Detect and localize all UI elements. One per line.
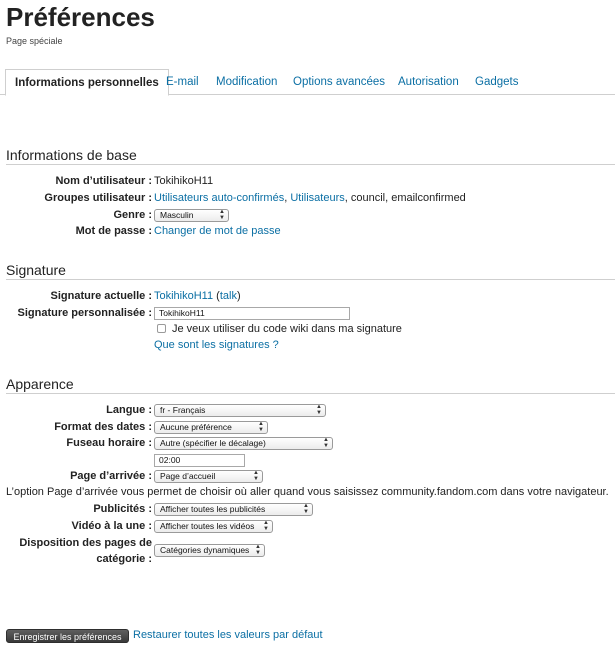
select-arrows-icon: ▲ ▼ (258, 421, 264, 433)
category-layout-select[interactable] (154, 544, 265, 557)
category-layout-select-value: Catégories dynamiques (160, 545, 250, 555)
category-layout-label-line1: Disposition des pages de (19, 537, 152, 549)
save-preferences-button[interactable]: Enregistrer les préférences (6, 629, 129, 643)
ads-select[interactable] (154, 503, 313, 516)
tab-personal-info[interactable]: Informations personnelles (5, 69, 169, 96)
select-arrows-icon: ▲ ▼ (263, 520, 269, 532)
groups-rest: , council, emailconfirmed (344, 192, 466, 204)
password-label: Mot de passe : (75, 225, 152, 237)
custom-signature-label: Signature personnalisée : (17, 307, 152, 319)
timezone-label: Fuseau horaire : (66, 437, 152, 449)
signature-user-link[interactable]: TokihikoH11 (154, 290, 214, 302)
group-link-users[interactable]: Utilisateurs (290, 192, 345, 204)
section-divider (6, 393, 615, 394)
page-subtitle: Page spéciale (6, 36, 63, 46)
tab-authorization[interactable]: Autorisation (398, 76, 459, 88)
timezone-select[interactable] (154, 437, 333, 450)
select-arrows-icon: ▲ ▼ (316, 404, 322, 416)
talk-paren-open: ( (213, 290, 220, 302)
groups-label: Groupes utilisateur : (44, 192, 152, 204)
language-select[interactable] (154, 404, 326, 417)
gender-select[interactable] (154, 209, 229, 222)
talk-paren-close: ) (236, 290, 241, 302)
ads-select-value: Afficher toutes les publicités (160, 504, 266, 514)
select-arrows-icon: ▲ ▼ (219, 209, 225, 221)
date-format-select-value: Aucune préférence (160, 422, 232, 432)
select-arrows-icon: ▲ ▼ (255, 544, 261, 556)
select-arrows-icon: ▲ ▼ (303, 503, 309, 515)
ads-label: Publicités : (93, 503, 152, 515)
groups-separator: , (284, 192, 291, 204)
wikicode-signature-checkbox[interactable] (157, 324, 166, 333)
timezone-offset-input[interactable]: 02:00 (154, 454, 245, 467)
language-label: Langue : (106, 404, 152, 416)
select-arrows-icon: ▲ ▼ (323, 437, 329, 449)
groups-value (154, 192, 466, 204)
preferences-tabs (0, 69, 615, 95)
section-title-basic-info: Informations de base (6, 147, 137, 163)
username-value: TokihikoH11 (154, 175, 214, 187)
change-password-link[interactable]: Changer de mot de passe (154, 225, 281, 237)
tab-gadgets[interactable]: Gadgets (475, 76, 519, 88)
section-title-appearance: Apparence (6, 376, 74, 392)
landing-page-info: L’option Page d’arrivée vous permet de choisir où aller quand vous saisissez community.fandom.com dans votre navigateur. (6, 486, 609, 498)
tab-editing[interactable]: Modification (216, 76, 278, 88)
group-link-autoconfirmed[interactable]: Utilisateurs auto-confirmés (154, 192, 285, 204)
current-signature-label: Signature actuelle : (50, 290, 152, 302)
section-divider (6, 164, 615, 165)
featured-video-select[interactable] (154, 520, 273, 533)
section-divider (6, 279, 615, 280)
wikicode-signature-label: Je veux utiliser du code wiki dans ma signature (172, 323, 402, 335)
date-format-select[interactable] (154, 421, 268, 434)
username-label: Nom d’utilisateur : (55, 175, 152, 187)
section-title-signature: Signature (6, 262, 66, 278)
language-select-value: fr - Français (160, 405, 206, 415)
landing-page-select[interactable] (154, 470, 263, 483)
featured-video-select-value: Afficher toutes les vidéos (160, 521, 255, 531)
gender-select-value: Masculin (160, 210, 194, 220)
landing-page-label: Page d’arrivée : (70, 470, 152, 482)
timezone-select-value: Autre (spécifier le décalage) (160, 438, 266, 448)
tab-email[interactable]: E-mail (166, 76, 199, 88)
signature-talk-link[interactable]: talk (219, 290, 237, 302)
restore-defaults-link[interactable]: Restaurer toutes les valeurs par défaut (133, 629, 323, 641)
featured-video-label: Vidéo à la une : (71, 520, 152, 532)
select-arrows-icon: ▲ ▼ (253, 470, 259, 482)
category-layout-label-line2: catégorie : (96, 553, 152, 565)
landing-page-select-value: Page d’accueil (160, 471, 216, 481)
custom-signature-input[interactable]: TokihikoH11 (154, 307, 350, 320)
gender-label: Genre : (113, 209, 152, 221)
date-format-label: Format des dates : (54, 421, 152, 433)
page-title: Préférences (6, 2, 155, 32)
current-signature-value (154, 290, 241, 302)
tab-advanced-options[interactable]: Options avancées (293, 76, 386, 88)
signature-help-link[interactable]: Que sont les signatures ? (154, 339, 279, 351)
